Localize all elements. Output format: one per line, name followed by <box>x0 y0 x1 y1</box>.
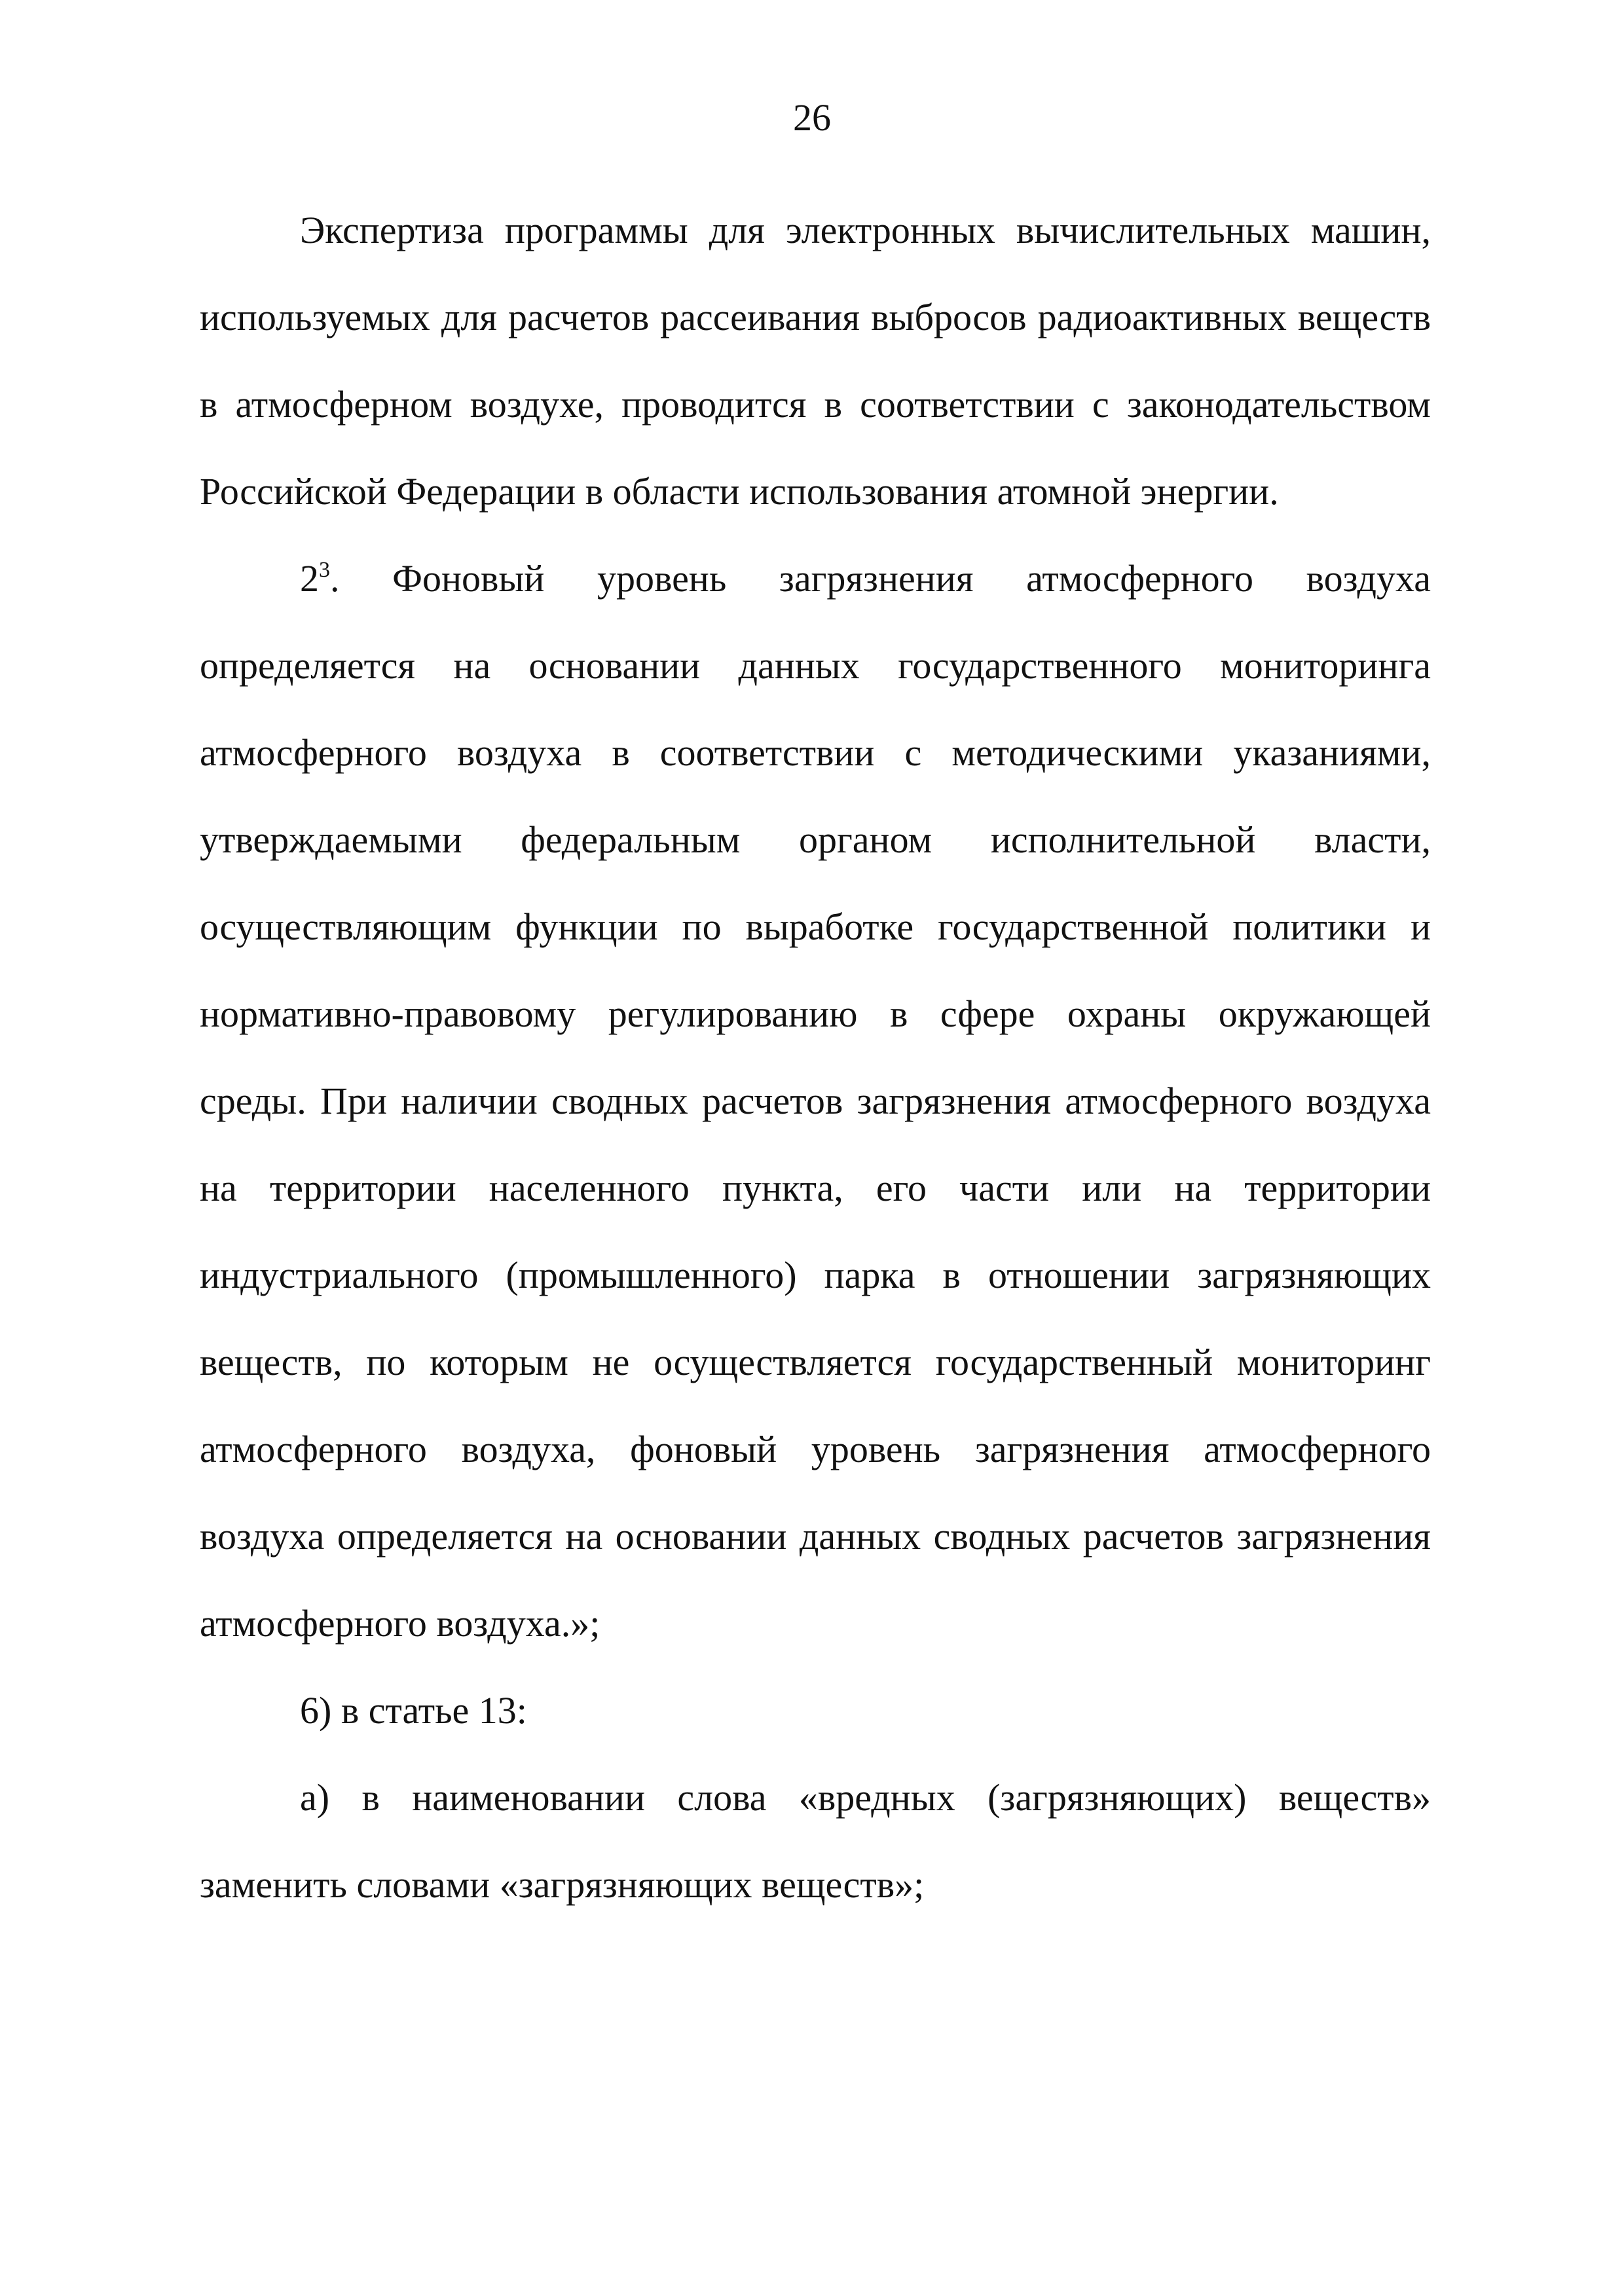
clause-number-superscript: 3 <box>319 558 330 582</box>
clause-number: 2 <box>300 557 319 600</box>
paragraph-article-13: 6) в статье 13: <box>300 1689 527 1732</box>
document-body <box>200 187 1431 1928</box>
paragraph-subitem-a: а) в наименовании слова «вредных (загрязняющих) веществ» заменить словами «загрязняющих веществ»; <box>200 1776 1431 1906</box>
paragraph-software-expertise: Экспертиза программы для электронных вычислительных машин, используемых для расчетов рассеивания выбросов радиоактивных веществ в атмосферном воздухе, проводится в соответствии с законодательством Российской Федерации в области использования атомной энергии. <box>200 209 1431 513</box>
paragraph-background-pollution-level <box>200 535 1431 1667</box>
paragraph-background-pollution-text: . Фоновый уровень загрязнения атмосферного воздуха определяется на основании данных государственного мониторинга атмосферного воздуха в соответствии с методическими указаниями, утверждаемыми федеральным органом исполнительной власти, осуществляющим функции по выработке государственной политики и нормативно-правовому регулированию в сфере охраны окружающей среды. При наличии сводных расчетов загрязнения атмосферного воздуха на территории населенного пункта, его части или на территории индустриального (промышленного) парка в отношении загрязняющих веществ, по которым не осуществляется государственный мониторинг атмосферного воздуха, фоновый уровень загрязнения атмосферного воздуха определяется на основании данных сводных расчетов загрязнения атмосферного воздуха.»; <box>200 557 1431 1645</box>
page-number: 26 <box>793 96 831 139</box>
